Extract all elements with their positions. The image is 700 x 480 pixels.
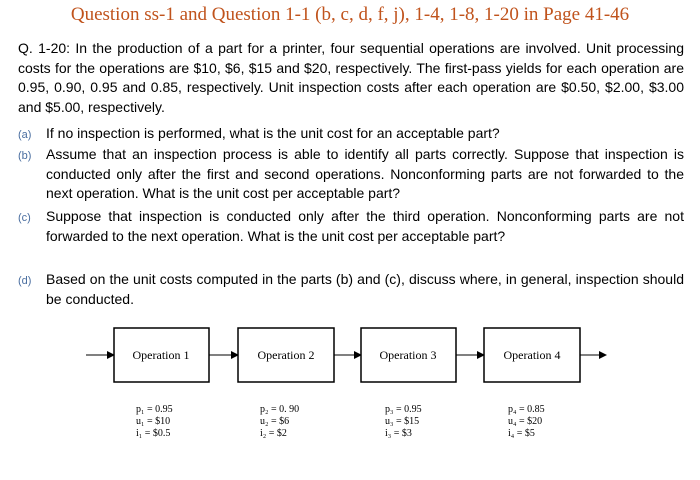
yield-value: p₁ = 0.95 [136, 404, 173, 415]
part-text: Based on the unit costs computed in the parts (b) and (c), discuss where, in general, inspection should be conducted. [46, 271, 684, 307]
unit-cost-value: u₄ = $20 [508, 416, 543, 427]
part-label: (b) [18, 150, 32, 162]
part-text: If no inspection is performed, what is the unit cost for an acceptable part? [46, 125, 500, 141]
page-title: Question ss-1 and Question 1-1 (b, c, d, f, j), 1-4, 1-8, 1-20 in Page 41-46 [70, 4, 630, 25]
operation-name: Operation 4 [503, 348, 561, 362]
question-part-a [18, 124, 684, 144]
operation-name: Operation 3 [379, 348, 437, 362]
question-part-c [18, 207, 684, 246]
inspection-cost-value: i₄ = $5 [508, 428, 535, 439]
yield-value: p₂ = 0. 90 [260, 404, 300, 415]
inspection-cost-value: i₂ = $2 [260, 428, 287, 439]
operation-name: Operation 1 [132, 348, 190, 362]
yield-value: p₃ = 0.95 [385, 404, 422, 415]
part-label: (c) [18, 212, 31, 224]
part-label: (d) [18, 275, 32, 287]
question-part-b [18, 145, 684, 204]
part-label: (a) [18, 129, 32, 141]
inspection-cost-value: i₁ = $0.5 [136, 428, 171, 439]
question-intro: Q. 1-20: In the production of a part for a printer, four sequential operations are involved. Unit processing costs for the operations are $10, $6, $15 and $20, respectively. The first-pass yields for each operation are 0.95, 0.90, 0.95 and 0.85, respectively. Unit inspection costs after each operation are $0.50, $2.00, $3.00 and $5.00, respectively. [18, 40, 684, 115]
unit-cost-value: u₁ = $10 [136, 416, 171, 427]
yield-value: p₄ = 0.85 [508, 404, 545, 415]
operation-name: Operation 2 [257, 348, 315, 362]
part-text: Assume that an inspection process is able to identify all parts correctly. Suppose that inspection is conducted only after the first and second operations. Nonconforming parts are not forwarded to the next operation. What is the unit cost per acceptable part? [46, 146, 684, 202]
inspection-cost-value: i₃ = $3 [385, 428, 412, 439]
part-text: Suppose that inspection is conducted only after the third operation. Nonconforming parts are not forwarded to the next operation. What is the unit cost per acceptable part? [46, 208, 684, 244]
unit-cost-value: u₃ = $15 [385, 416, 420, 427]
unit-cost-value: u₂ = $6 [260, 416, 290, 427]
operations-diagram [0, 300, 700, 480]
